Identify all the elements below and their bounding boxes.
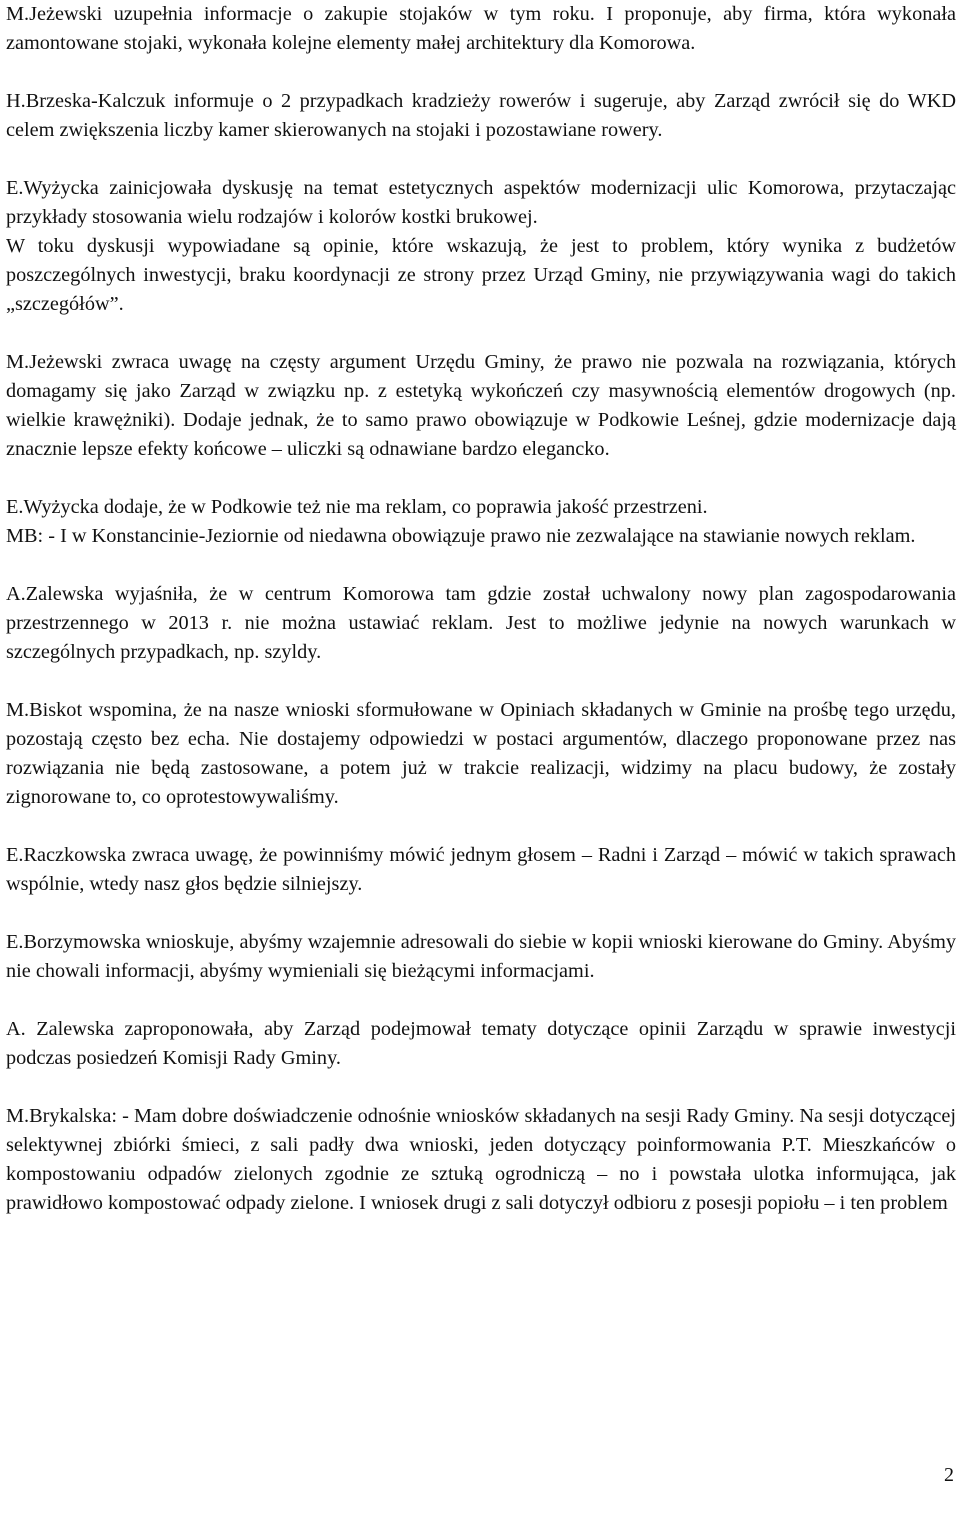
paragraph-raczkowska-glos: E.Raczkowska zwraca uwagę, że powinniśmy mówić jednym głosem – Radni i Zarząd – mówić w takich sprawach wspólnie, wtedy nasz głos będzie silniejszy. (6, 844, 956, 895)
paragraph-mb-konstancin: MB: - I w Konstancinie-Jeziornie od niedawna obowiązuje prawo nie zezwalające na stawianie nowych reklam. (6, 525, 916, 547)
paragraph-wyzycka-dyskusja: E.Wyżycka zainicjowała dyskusję na temat estetycznych aspektów modernizacji ulic Komorowa, przytaczając przykłady stosowania wielu rodzajów i kolorów kostki brukowej. (6, 177, 956, 228)
paragraph-jezewski-argument: M.Jeżewski zwraca uwagę na częsty argument Urzędu Gminy, że prawo nie pozwala na rozwiązania, których domagamy się jako Zarząd w związku np. z estetyką wykończeń czy masywnością elementów drogowych (np. wielkie krawężniki). Dodaje jednak, że to samo prawo obowiązuje w Podkowie Leśnej, gdzie modernizacje dają znacznie lepsze efekty końcowe – uliczki są odnawiane bardzo elegancko. (6, 351, 956, 460)
paragraph-jezewski-stojaki: M.Jeżewski uzupełnia informacje o zakupie stojaków w tym roku. I proponuje, aby firma, która wykonała zamontowane stojaki, wykonała kolejne elementy małej architektury dla Komorowa. (6, 3, 956, 54)
paragraph-borzymowska-kopie: E.Borzymowska wnioskuje, abyśmy wzajemnie adresowali do siebie w kopii wnioski kierowane do Gminy. Abyśmy nie chowali informacji, abyśmy wymieniali się bieżącymi informacjami. (6, 931, 956, 982)
paragraph-wyzycka-reklamy: E.Wyżycka dodaje, że w Podkowie też nie ma reklam, co poprawia jakość przestrzeni. (6, 496, 708, 518)
paragraph-biskot-wnioski: M.Biskot wspomina, że na nasze wnioski sformułowane w Opiniach składanych w Gminie na prośbę tego urzędu, pozostają często bez echa. Nie dostajemy odpowiedzi w postaci argumentów, dlaczego proponowane przez nas rozwiązania nie będą zastosowane, a potem już w trakcie realizacji, widzimy na placu budowy, że zostały zignorowane to, co oprotestowywaliśmy. (6, 699, 956, 808)
paragraph-zalewska-plan: A.Zalewska wyjaśniła, że w centrum Komorowa tam gdzie został uchwalony nowy plan zagospodarowania przestrzennego w 2013 r. nie można ustawiać reklam. Jest to możliwe jedynie na nowych warunkach w szczególnych przypadkach, np. szyldy. (6, 583, 956, 663)
paragraph-zalewska-komisja: A. Zalewska zaproponowała, aby Zarząd podejmował tematy dotyczące opinii Zarządu w sprawie inwestycji podczas posiedzeń Komisji Rady Gminy. (6, 1018, 956, 1069)
paragraph-brzeska-kalczuk-kradzieze: H.Brzeska-Kalczuk informuje o 2 przypadkach kradzieży rowerów i sugeruje, aby Zarząd zwrócił się do WKD celem zwiększenia liczby kamer skierowanych na stojaki i pozostawiane rowery. (6, 90, 956, 141)
paragraph-toku-dyskusji: W toku dyskusji wypowiadane są opinie, które wskazują, że jest to problem, który wynika z budżetów poszczególnych inwestycji, braku koordynacji ze strony przez Urząd Gminy, nie przywiązywania wagi do takich „szczegółów”. (6, 235, 956, 315)
paragraph-brykalska-sesja: M.Brykalska: - Mam dobre doświadczenie odnośnie wniosków składanych na sesji Rady Gminy. Na sesji dotyczącej selektywnej zbiórki śmieci, z sali padły dwa wnioski, jeden dotyczący poinformowania P.T. Mieszkańców o kompostowaniu odpadów zielonych zgodnie ze sztuką ogrodniczą – no i powstała ulotka informująca, jak prawidłowo kompostować odpady zielone. I wniosek drugi z sali dotyczył odbioru z posesji popiołu – i ten problem (6, 1105, 956, 1214)
document-page (6, 0, 956, 1218)
page-number: 2 (944, 1464, 954, 1486)
